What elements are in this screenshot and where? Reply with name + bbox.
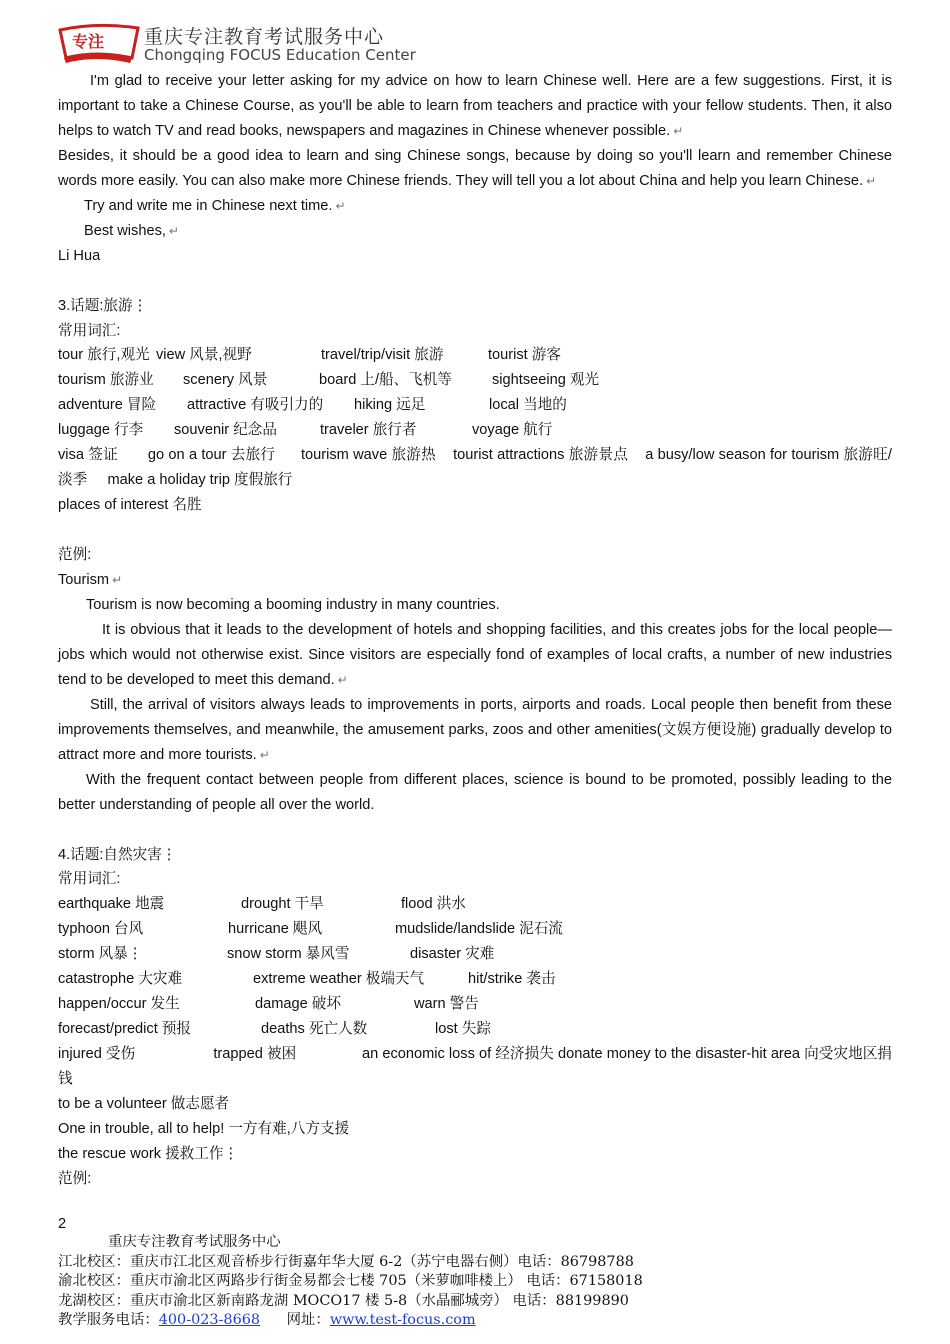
vocab-row: One in trouble, all to help! 一方有难,八方支援: [58, 1120, 350, 1137]
paragraph-mark-icon: ↵: [673, 123, 684, 138]
letter-signature: Li Hua: [58, 247, 101, 264]
paragraph-mark-icon: ↵: [259, 747, 270, 762]
section-heading: 4.话题:自然灾害⋮: [58, 846, 177, 863]
vocab-item: local 当地的: [489, 397, 567, 414]
vocab-item: hit/strike 袭击: [468, 971, 556, 988]
vocab-row: the rescue work 援救工作⋮: [58, 1145, 239, 1162]
paragraph-mark-icon: ↵: [168, 223, 179, 238]
vocab-row: [58, 343, 892, 368]
footer-campus: 渝北校区：重庆市渝北区两路步行街金易都会七楼 705（米萝咖啡楼上） 电话：67158018: [58, 1273, 643, 1290]
vocab-item: sightseeing 观光: [492, 372, 600, 389]
document-body: [58, 69, 892, 1192]
vocab-item: view 风景,视野: [156, 347, 252, 364]
vocab-item: typhoon 台风: [58, 921, 144, 938]
paragraph-mark-icon: ↵: [335, 198, 346, 213]
vocab-label: 常用词汇:: [58, 871, 121, 888]
vocab-row: visa 签证 go on a tour 去旅行 tourism wave 旅游热 tourist attractions 旅游景点 a busy/low season for tourism 旅游旺/淡季 make a holiday trip 度假旅行: [58, 447, 892, 489]
essay-paragraph: Still, the arrival of visitors always leads to improvements in ports, airports and roads. Local people then benefit from these improvements themselves, and meanwhile, the amusement parks, zoos and other amenities(文娱方便设施) gradually develop to attract more and more tourists. ↵: [58, 696, 892, 763]
vocab-item: lost 失踪: [435, 1021, 491, 1038]
footer-center-name: 重庆专注教育考试服务中心: [108, 1234, 281, 1250]
example-label: 范例:: [58, 1170, 92, 1187]
website-label: 网址：: [286, 1312, 330, 1329]
website-link[interactable]: www.test-focus.com: [329, 1312, 476, 1329]
logo-text: 专注: [72, 32, 105, 51]
essay-title: Tourism ↵: [58, 572, 123, 589]
header-cn-name: 重庆专注教育考试服务中心: [144, 26, 385, 48]
vocab-item: board 上/船、飞机等: [319, 372, 452, 389]
phone-link[interactable]: 400-023-8668: [158, 1312, 261, 1329]
vocab-item: voyage 航行: [472, 422, 553, 439]
focus-logo: [58, 20, 140, 64]
service-label: 教学服务电话：: [58, 1312, 159, 1329]
header-en-name: Chongqing FOCUS Education Center: [144, 46, 416, 64]
vocab-item: forecast/predict 预报: [58, 1021, 192, 1038]
paragraph-mark-icon: ↵: [337, 672, 348, 687]
vocab-row: [58, 892, 892, 917]
vocab-item: drought 干旱: [241, 896, 324, 913]
vocab-item: earthquake 地震: [58, 896, 165, 913]
vocab-item: luggage 行李: [58, 422, 144, 439]
vocab-item: attractive 有吸引力的: [187, 397, 324, 414]
vocab-row: [58, 393, 892, 418]
example-label: 范例:: [58, 547, 92, 564]
vocab-item: mudslide/landslide 泥石流: [395, 921, 563, 938]
footer-contact: [58, 1311, 643, 1331]
vocab-row: [58, 368, 892, 393]
vocab-item: disaster 灾难: [410, 946, 495, 963]
section-heading: 3.话题:旅游⋮: [58, 297, 148, 314]
letter-paragraph: Try and write me in Chinese next time. ↵: [84, 197, 346, 214]
vocab-item: snow storm 暴风雪: [227, 946, 350, 963]
vocab-row: to be a volunteer 做志愿者: [58, 1096, 230, 1113]
vocab-item: catastrophe 大灾难: [58, 971, 183, 988]
vocab-item: hiking 远足: [354, 397, 426, 414]
vocab-item: scenery 风景: [183, 372, 268, 389]
footer-campus: 龙湖校区：重庆市渝北区新南路龙湖 MOCO17 楼 5-8（水晶郦城旁） 电话：88199890: [58, 1292, 629, 1309]
vocab-row: [58, 917, 892, 942]
letter-paragraph: Besides, it should be a good idea to learn and sing Chinese songs, because by doing so you'll learn and remember Chinese words more easily. You can also make more Chinese friends. They will tell you a lot about China and help you learn Chinese. ↵: [58, 147, 892, 189]
vocab-item: happen/occur 发生: [58, 996, 180, 1013]
vocab-item: damage 破坏: [255, 996, 341, 1013]
vocab-row: [58, 942, 892, 967]
vocab-item: adventure 冒险: [58, 397, 157, 414]
page-number: 2: [58, 1216, 67, 1232]
vocab-row: [58, 418, 892, 443]
vocab-row: [58, 992, 892, 1017]
paragraph-mark-icon: ↵: [112, 573, 123, 588]
vocab-row: [58, 1017, 892, 1042]
vocab-item: tourist 游客: [488, 347, 561, 364]
vocab-item: traveler 旅行者: [320, 422, 417, 439]
vocab-item: tourism 旅游业: [58, 372, 154, 389]
page-header: [58, 20, 458, 68]
vocab-item: deaths 死亡人数: [261, 1021, 368, 1038]
essay-paragraph: With the frequent contact between people from different places, science is bound to be promoted, possibly leading to the better understanding of people all over the world.: [58, 771, 892, 813]
letter-closing: Best wishes, ↵: [84, 222, 179, 239]
vocab-label: 常用词汇:: [58, 322, 121, 339]
paragraph-mark-icon: ↵: [866, 173, 877, 188]
vocab-row: places of interest 名胜: [58, 497, 202, 514]
vocab-row: [58, 967, 892, 992]
vocab-item: tour 旅行,观光: [58, 347, 150, 364]
essay-paragraph: It is obvious that it leads to the development of hotels and shopping facilities, and this creates jobs for the local people—jobs which would not otherwise exist. Since visitors are especially fond of examples of local crafts, a number of new industries tend to be developed to meet this demand. ↵: [58, 621, 892, 688]
vocab-item: flood 洪水: [401, 896, 466, 913]
letter-paragraph: I'm glad to receive your letter asking for my advice on how to learn Chinese well. Here are a few suggestions. First, it is important to take a Chinese Course, as you'll be able to learn from teachers and practice with your fellow students. Then, it also helps to watch TV and read books, newspapers and magazines in Chinese whenever possible. ↵: [58, 73, 892, 139]
vocab-item: travel/trip/visit 旅游: [321, 347, 444, 364]
vocab-item: extreme weather 极端天气: [253, 971, 425, 988]
vocab-item: storm 风暴⋮: [58, 946, 143, 963]
vocab-row: injured 受伤 trapped 被困 an economic loss of 经济损失 donate money to the disaster-hit area 向受灾地区捐钱: [58, 1046, 892, 1088]
footer-campus: 江北校区：重庆市江北区观音桥步行街嘉年华大厦 6-2（苏宁电器右侧）电话：86798788: [58, 1253, 634, 1270]
essay-paragraph: Tourism is now becoming a booming industry in many countries.: [86, 596, 500, 613]
vocab-item: warn 警告: [414, 996, 479, 1013]
vocab-item: hurricane 飓风: [228, 921, 323, 938]
page-footer: [58, 1233, 643, 1331]
vocab-item: souvenir 纪念品: [174, 422, 277, 439]
